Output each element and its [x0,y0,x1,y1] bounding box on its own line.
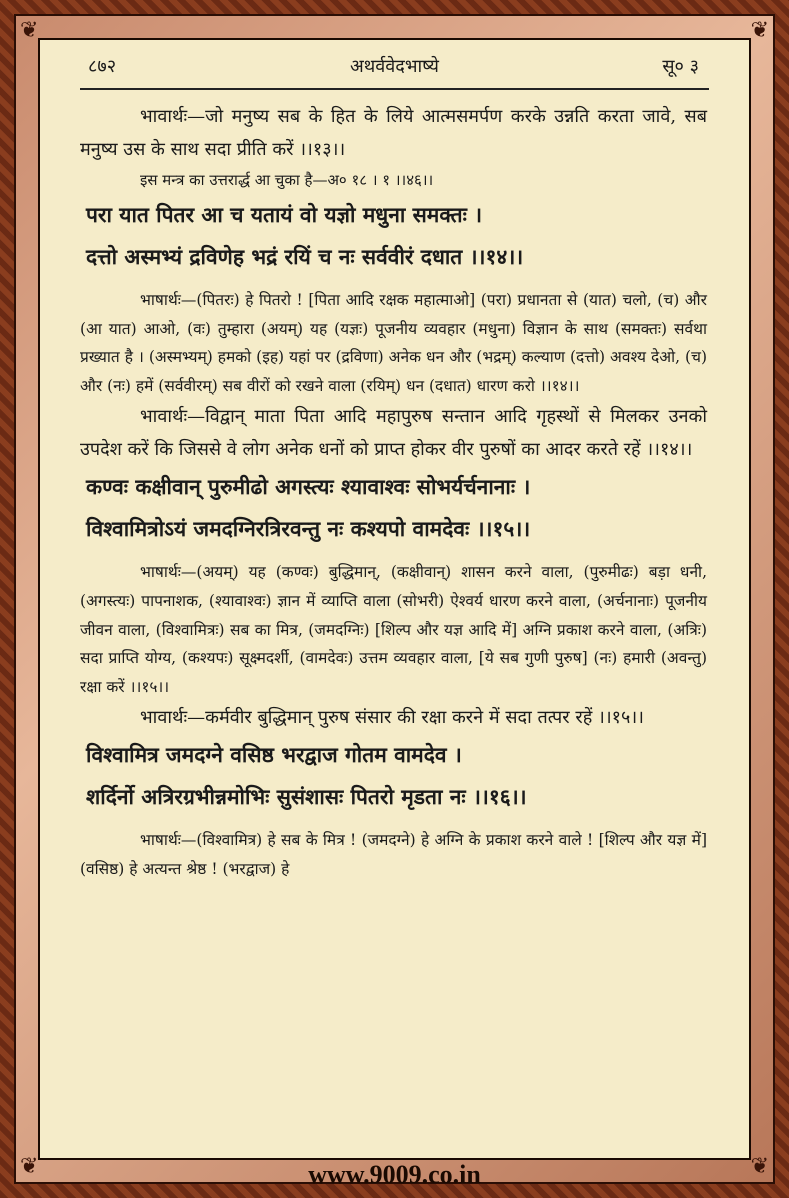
mantra-line: परा यात पितर आ च यतायं वो यज्ञो मधुना समक्तः । [86,202,483,227]
page-number: ८७२ [88,56,117,77]
bhasharth-paragraph: भाषार्थः—(पितरः) हे पितरो ! [पिता आदि रक्षक महात्माओ] (परा) प्रधानता से (यात) चलो, (च) और (आ यात) आओ, (वः) तुम्हारा (अयम्) यह (यज्ञः) पूजनीय व्यवहार (मधुना) विज्ञान के साथ (समक्तः) सर्वथा प्रख्यात है । (अस्मभ्यम्) हमको (इह) यहां पर (द्रविणा) अनेक धन और (भद्रम्) कल्याण (दत्तो) अवश्य देओ, (च) और (नः) हमें (सर्ववीरम्) सब वीरों को रखने वाला (रयिम्) धन (दधात) धारण करो ।।१४।। [80,291,707,395]
bhavartha-paragraph: भावार्थः—जो मनुष्य सब के हित के लिये आत्मसमर्पण करके उन्नति करता जावे, सब मनुष्य उस के साथ सदा प्रीति करें ।।१३।। [80,106,707,160]
mantra-line: दत्तो अस्मभ्यं द्रविणेह भद्रं रयिं च नः सर्ववीरं दधात ।।१४।। [86,244,524,269]
book-page [38,38,751,1160]
corner-ornament-icon: ❦ [750,1154,769,1179]
page-header [40,54,749,82]
mantra-line: विश्वामित्रोऽयं जमदग्निरत्रिरवन्तु नः कश्यपो वामदेवः ।।१५।। [86,516,531,542]
spacer [80,818,707,826]
header-rule [80,88,709,90]
corner-ornament-icon: ❦ [750,18,769,43]
reference-note: इस मन्त्र का उत्तरार्द्ध आ चुका है—अ० १८ । १ ।।४६।। [140,171,434,189]
page-content [80,100,707,884]
mantra-line: शर्दिर्नो अत्रिरग्रभीन्नमोभिः सुसंशासः पितरो मृडता नः ।।१६।। [86,784,527,810]
mantra-line: कण्वः कक्षीवान् पुरुमीढो अगस्त्यः श्यावाश्वः सोभर्यर्चनानाः । [86,474,531,500]
sutra-number: सू० ३ [662,56,699,77]
website-footer: www.9009.co.in [308,1160,481,1189]
corner-ornament-icon: ❦ [20,1154,39,1179]
corner-ornament-icon: ❦ [20,18,39,43]
page-title: अथर्ववेदभाष्ये [350,56,439,77]
mantra-line: विश्वामित्र जमदग्ने वसिष्ठ भरद्वाज गोतम वामदेव । [86,742,462,768]
bhavartha-paragraph: भावार्थः—विद्वान् माता पिता आदि महापुरुष सन्तान आदि गृहस्थों से मिलकर उनको उपदेश करें कि जिससे वे लोग अनेक धनों को प्राप्त होकर वीर पुरुषों का आदर करते रहें ।।१४।। [80,406,707,461]
bhasharth-paragraph: भाषार्थः—(अयम्) यह (कण्वः) बुद्धिमान्, (कक्षीवान्) शासन करने वाला, (पुरुमीढः) बड़ा धनी, (अगस्त्यः) पापनाशक, (श्यावाश्वः) ज्ञान में व्याप्ति वाला (सोभरी) ऐश्वर्य धारण करने वाला, (अर्चनानाः) पूजनीय जीवन वाला, (विश्वामित्रः) सब का मित्र, (जमदग्निः) [शिल्प और यज्ञ आदि में] अग्नि प्रकाश करने वाला, (अत्रिः) सदा प्राप्ति योग्य, (कश्यपः) सूक्ष्मदर्शी, (वामदेवः) उत्तम व्यवहार वाला, [ये सब गुणी पुरुष] (नः) हमारी (अवन्तु) रक्षा करें ।।१५।। [80,563,707,696]
spacer [80,278,707,286]
bhavartha-paragraph: भावार्थः—कर्मवीर बुद्धिमान् पुरुष संसार की रक्षा करने में सदा तत्पर रहें ।।१५।। [140,707,645,729]
bhasharth-paragraph: भाषार्थः—(विश्वामित्र) हे सब के मित्र ! (जमदग्ने) हे अग्नि के प्रकाश करने वाले ! [शिल्प और यज्ञ में] (वसिष्ठ) हे अत्यन्त श्रेष्ठ ! (भरद्वाज) हे [80,831,707,878]
spacer [80,550,707,558]
